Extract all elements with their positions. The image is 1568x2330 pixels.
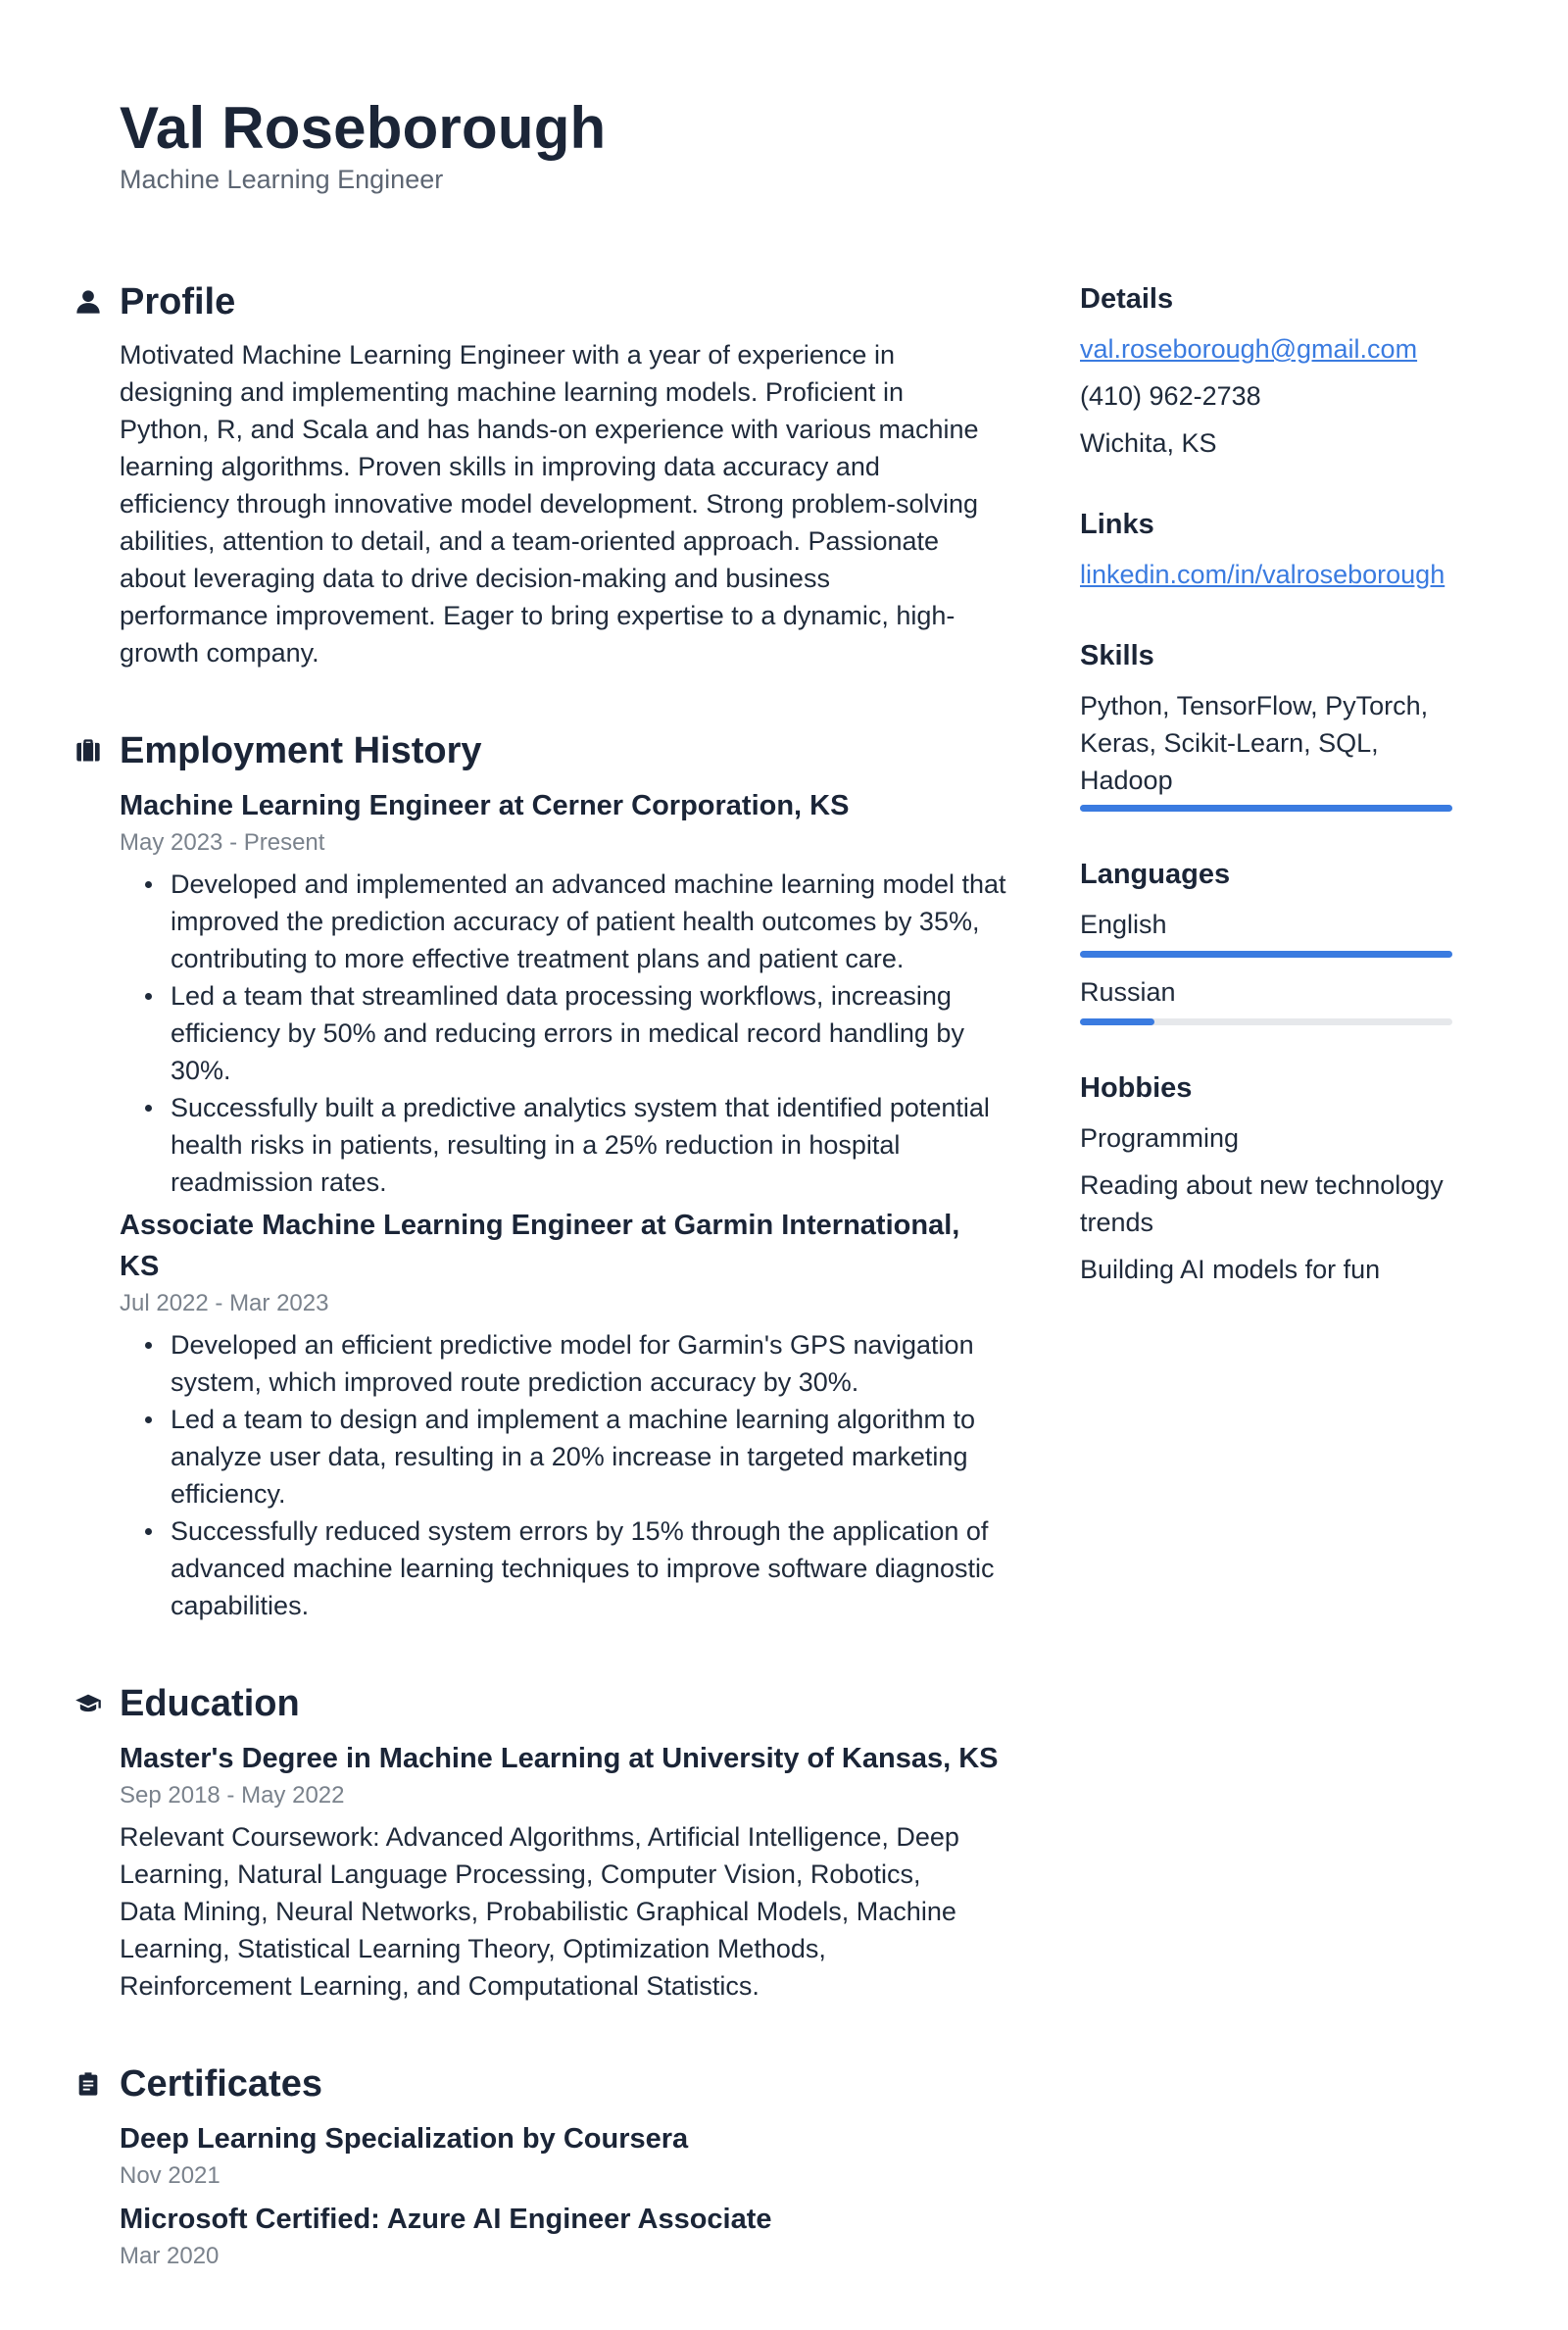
skills-block (1080, 636, 1472, 812)
job-bullet (171, 1401, 1013, 1512)
skills-heading: Skills (1080, 640, 1154, 671)
job-bullet-text: Successfully built a predictive analytics system that identified potential health risks in patients, resulting in a 25% reduction in hospital readmission rates. (171, 1093, 990, 1197)
details-heading: Details (1080, 283, 1174, 315)
hobby-item: Building AI models for fun (1080, 1255, 1381, 1284)
education-heading: Education (120, 1683, 300, 1724)
job-entry (120, 1205, 1002, 1624)
certificate-date: Nov 2021 (120, 2162, 220, 2189)
employment-section (120, 728, 1006, 1624)
candidate-name: Val Roseborough (120, 95, 607, 161)
job-date: Jul 2022 - Mar 2023 (120, 1290, 329, 1316)
hobbies-heading: Hobbies (1080, 1072, 1193, 1104)
profile-text: Motivated Machine Learning Engineer with a year of experience in designing and implementing machine learning models. Proficient in Python, R, and Scala and has hands-on experience with various machine learning algorithms. Proven skills in improving data accuracy and efficiency through innovative model development. Strong problem-solving abilities, attention to detail, and a team-oriented approach. Passionate about leveraging data to drive decision-making and business performance improvement. Eager to bring expertise to a dynamic, high-growth company. (120, 340, 979, 668)
certificates-heading: Certificates (120, 2063, 322, 2105)
skills-text: Python, TensorFlow, PyTorch, Keras, Scikit-Learn, SQL, Hadoop (1080, 691, 1429, 795)
graduation-cap-icon (74, 1690, 102, 1717)
certificate-date: Mar 2020 (120, 2243, 220, 2269)
job-title: Associate Machine Learning Engineer at Garmin International, KS (120, 1210, 960, 1282)
employment-heading: Employment History (120, 730, 482, 771)
skills-level-bar (1080, 805, 1452, 812)
job-date: May 2023 - Present (120, 829, 325, 856)
links-heading: Links (1080, 509, 1154, 540)
job-bullet-text: Developed an efficient predictive model for Garmin's GPS navigation system, which improved route prediction accuracy by 30%. (171, 1330, 974, 1397)
bullet-dot-icon (145, 1342, 152, 1349)
hobby-item: Programming (1080, 1123, 1240, 1153)
person-icon (74, 288, 102, 316)
job-bullet (171, 977, 1013, 1089)
job-bullet-text: Successfully reduced system errors by 15% through the application of advanced machine learning techniques to improve software diagnostic capabilities. (171, 1516, 995, 1620)
hobbies-block (1080, 1068, 1472, 1288)
language-name: Russian (1080, 977, 1176, 1007)
phone-number: (410) 962-2738 (1080, 381, 1261, 411)
bullet-dot-icon (145, 1528, 152, 1535)
candidate-title: Machine Learning Engineer (120, 165, 444, 194)
job-bullets (120, 866, 1006, 1201)
languages-heading: Languages (1080, 859, 1231, 890)
job-bullet (171, 1512, 1013, 1624)
language-level-bar (1080, 951, 1452, 958)
job-bullet (171, 1089, 1013, 1201)
language-level-bar (1080, 1018, 1452, 1025)
links-block (1080, 505, 1472, 593)
email-link[interactable]: val.roseborough@gmail.com (1080, 334, 1418, 364)
main-column (120, 279, 1006, 2330)
language-level-fill (1080, 1018, 1154, 1025)
profile-section (120, 279, 1002, 671)
job-bullet (171, 866, 1013, 977)
coursework-text: Relevant Coursework: Advanced Algorithms, Artificial Intelligence, Deep Learning, Natural Language Processing, Computer Vision, Robotics, Data Mining, Neural Networks, Probabilistic Graphical Models, Machine Learning, Statistical Learning Theory, Optimization Methods, Reinforcement Learning, and Computational Statistics. (120, 1822, 959, 2001)
clipboard-icon (74, 2070, 102, 2098)
job-bullets (120, 1326, 1002, 1624)
job-bullet-text: Led a team that streamlined data processing workflows, increasing efficiency by 50% and reducing errors in medical record handling by 30%. (171, 981, 964, 1085)
language-level-fill (1080, 951, 1452, 958)
languages-block (1080, 855, 1472, 1025)
linkedin-link[interactable]: linkedin.com/in/valroseborough (1080, 560, 1446, 589)
language-name: English (1080, 910, 1167, 939)
location: Wichita, KS (1080, 428, 1217, 458)
degree-date: Sep 2018 - May 2022 (120, 1782, 345, 1809)
bullet-dot-icon (145, 1416, 152, 1423)
profile-heading: Profile (120, 281, 236, 322)
certificates-section (120, 2061, 1002, 2273)
degree-title: Master's Degree in Machine Learning at University of Kansas, KS (120, 1743, 999, 1774)
certificate-title: Microsoft Certified: Azure AI Engineer Associate (120, 2204, 772, 2235)
bullet-dot-icon (145, 993, 152, 1000)
hobby-item: Reading about new technology trends (1080, 1170, 1444, 1237)
certificate-title: Deep Learning Specialization by Coursera (120, 2123, 689, 2155)
bullet-dot-icon (145, 1105, 152, 1112)
side-column (1080, 279, 1472, 1331)
job-bullet-text: Led a team to design and implement a machine learning algorithm to analyze user data, resulting in a 20% increase in targeted marketing efficiency. (171, 1405, 975, 1509)
job-bullet (171, 1326, 1013, 1401)
job-title: Machine Learning Engineer at Cerner Corporation, KS (120, 790, 850, 821)
bullet-dot-icon (145, 881, 152, 888)
job-bullet-text: Developed and implemented an advanced machine learning model that improved the prediction accuracy of patient health outcomes by 35%, contributing to more effective treatment plans and patient care. (171, 869, 1006, 973)
details-block (1080, 279, 1472, 462)
job-entry (120, 785, 1006, 1201)
resume-header (120, 96, 606, 195)
briefcase-icon (74, 737, 102, 765)
skills-level-fill (1080, 805, 1452, 812)
education-section (120, 1681, 1002, 2005)
